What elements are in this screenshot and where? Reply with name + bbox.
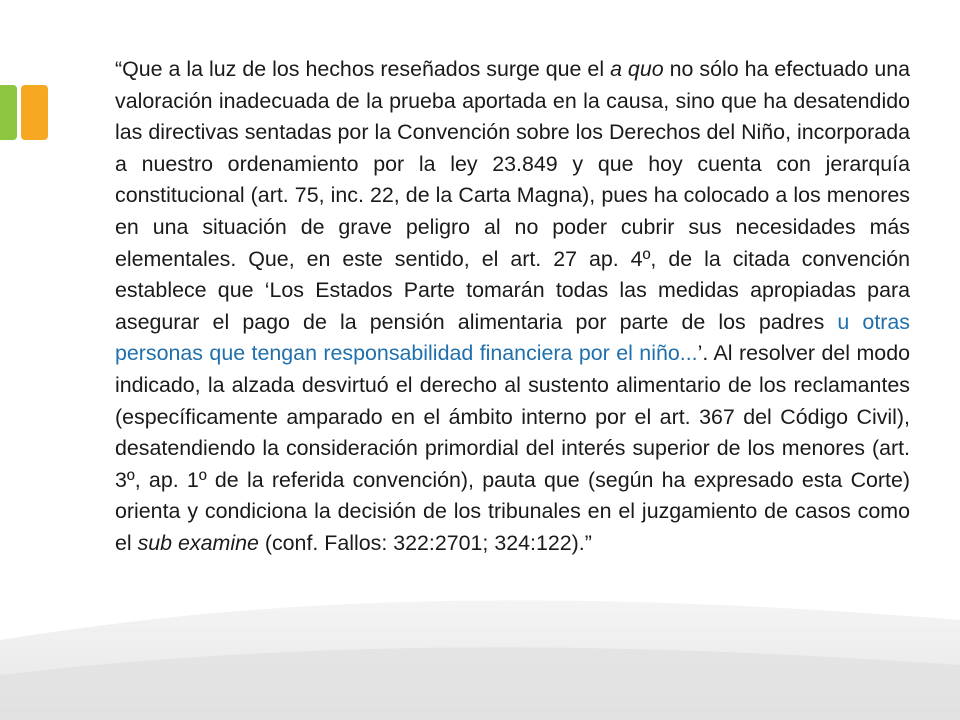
quote-text-1: “Que a la luz de los hechos reseñados surge que el [115, 57, 611, 81]
quote-text-4: (conf. Fallos: 322:2701; 324:122).” [258, 530, 592, 555]
quote-text-3: ’. Al resolver del modo indicado, la alzada desvirtuó el derecho al sustento alimentario de los reclamantes (específicamente amparado en el ámbito interno por el art. 367 del Código Civil), desatendiendo la consideración primordial del interés superior de los menores (art. 3º, ap. 1º de la referida convención), pauta que (según ha expresado esta Corte) orienta y condiciona la decisión de los tribunales en el juzgamiento de casos como el [115, 341, 910, 555]
quote-highlighted-text: u otras personas que tengan responsabilidad financiera por el niño... [115, 309, 910, 366]
orange-accent-bar [21, 85, 48, 140]
quote-italic-sub-examine: sub examine [137, 530, 259, 555]
quote-text-2: no sólo ha efectuado una valoración inadecuada de la prueba aportada en la causa, sino que ha desatendido las directivas sentadas por la Convención sobre los Derechos del Niño, incorporada a nuestro ordenamiento por la ley 23.849 y que hoy cuenta con jerarquía constitucional (art. 75, inc. 22, de la Carta Magna), pues ha colocado a los menores en una situación de grave peligro al no poder cubrir sus necesidades más elementales. Que, en este sentido, el art. 27 ap. 4º, de la citada convención establece que ‘Los Estados Parte tomarán todas las medidas apropiadas para asegurar el pago de la pensión alimentaria por parte de los padres [115, 57, 911, 334]
green-accent-bar [0, 85, 17, 140]
quote-italic-a-quo: a quo [610, 57, 664, 81]
quote-paragraph [115, 54, 910, 560]
